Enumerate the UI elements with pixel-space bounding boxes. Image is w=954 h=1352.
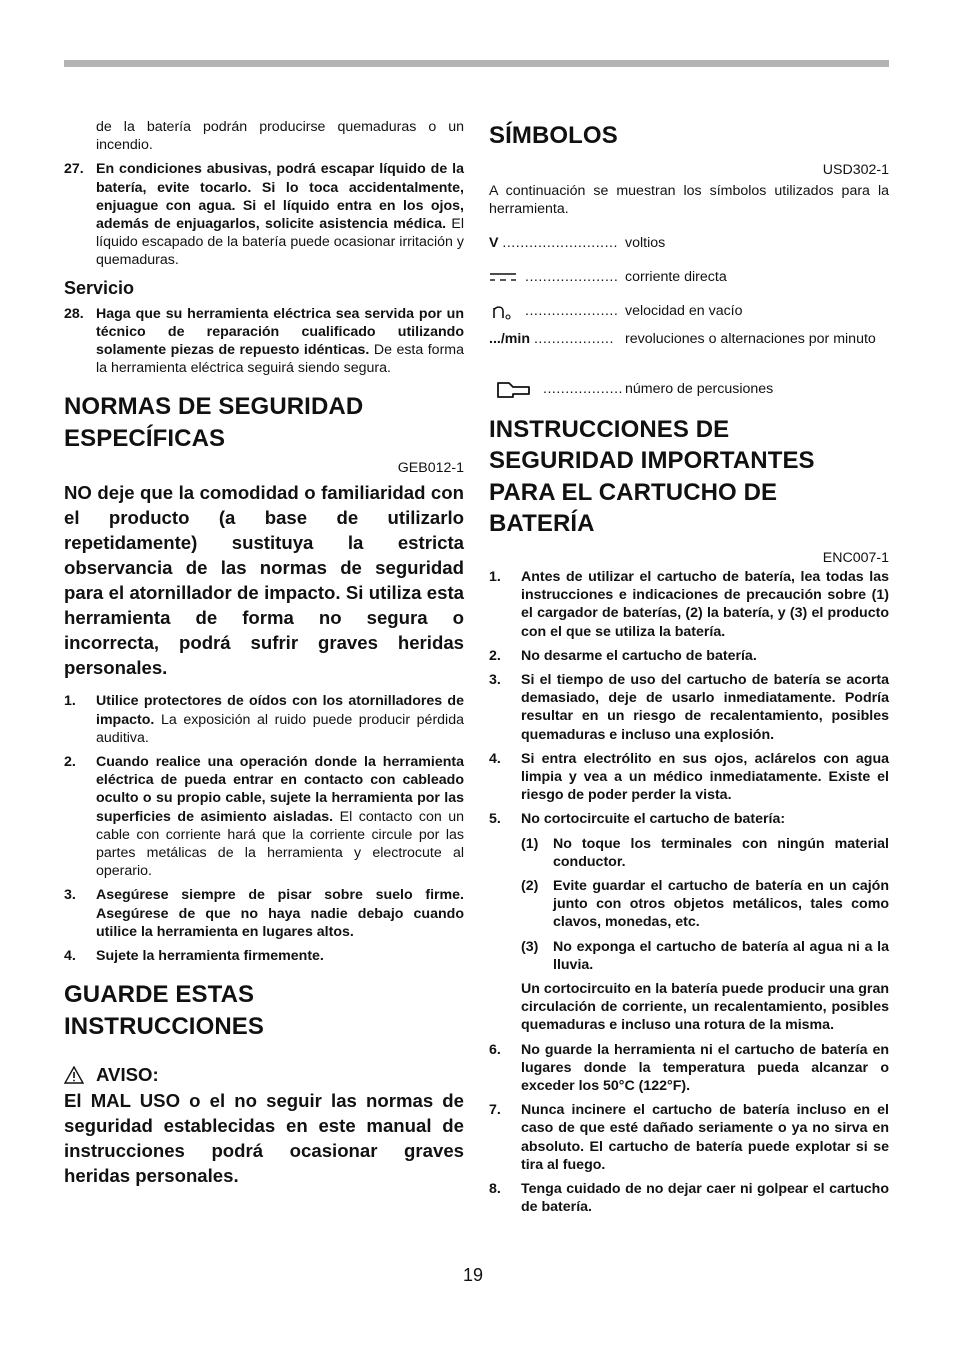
list-item: 1. Utilice protectores de oídos con los atornilladores de impacto. La exposición al ruido puede producir pérdida auditiva.	[64, 693, 464, 746]
list-item: 4. Sujete la herramienta firmemente.	[64, 948, 324, 965]
symbol-row: .../min .................. revoluciones o alternaciones por minuto	[489, 330, 876, 347]
battery-sub-list	[489, 835, 889, 974]
safety-list	[64, 692, 464, 965]
symbol-row: ..................... corriente directa	[489, 260, 889, 294]
no-load-speed-icon	[489, 301, 517, 321]
section-code: ENC007-1	[822, 549, 889, 566]
symbol-row: V .......................... voltios	[489, 234, 666, 251]
warning-triangle-icon	[64, 1066, 84, 1084]
list-item-28: 28. Haga que su herramienta eléctrica sea servida por un técnico de reparación cualificado utilizando solamente piezas de repuesto idénticas. De esta forma la herramienta eléctrica seguirá siendo segura.	[64, 305, 464, 377]
list-item: 7. Nunca incinere el cartucho de batería incluso en el caso de que esté dañado seriamente o ya no sirva en absoluto. El cartucho de batería puede explotar si se tira al fuego.	[489, 1102, 889, 1173]
right-column	[489, 118, 889, 1222]
left-column	[64, 118, 464, 1200]
symbol-row: .................. número de percusiones	[489, 374, 889, 404]
list-item: 3. Asegúrese siempre de pisar sobre suelo firme. Asegúrese de que no haya nadie debajo cuando utilice la herramienta en lugares altos.	[64, 887, 464, 940]
section-heading: GUARDE ESTAS INSTRUCCIONES	[64, 981, 264, 1040]
list-item: 2. Cuando realice una operación donde la herramienta eléctrica de pueda entrar en contacto con cableado oculto o su propio cable, sujete la herramienta por las superficies de asimiento aisladas. El contacto con un cable con corriente hará que la corriente circule por las partes metálicas de la herramienta y electrocute al operario.	[64, 754, 465, 880]
sub-list-item: (1) No toque los terminales con ningún material conductor.	[521, 835, 889, 870]
volt-symbol: V	[489, 234, 499, 251]
list-item: 3. Si el tiempo de uso del cartucho de batería se acorta demasiado, deje de usarlo inmediatamente. Podría resultar en un riesgo de recalentamiento, posibles quemaduras e incluso una explosión.	[489, 671, 889, 743]
page-number: 19	[463, 1265, 484, 1285]
list-item: 8. Tenga cuidado de no dejar caer ni golpear el cartucho de batería.	[489, 1181, 889, 1216]
battery-safety-list-2	[489, 1041, 889, 1217]
top-rule	[64, 60, 889, 67]
dc-current-icon	[489, 271, 517, 283]
section-heading: NORMAS DE SEGURIDAD ESPECÍFICAS	[64, 393, 364, 452]
list-item: 5. No cortocircuite el cartucho de batería:	[489, 811, 786, 828]
symbols-intro: A continuación se muestran los símbolos utilizados para la herramienta.	[489, 182, 889, 217]
short-circuit-note: Un cortocircuito en la batería puede producir una gran circulación de corriente, un recalentamiento, posibles quemaduras e incluso una rotura de la misma.	[521, 980, 889, 1034]
section-subheading: Servicio	[64, 277, 135, 298]
sub-list-item: (2) Evite guardar el cartucho de batería en un cajón junto con otros objetos metálicos, tales como clavos, monedas, etc.	[521, 877, 889, 931]
list-item: 2. No desarme el cartucho de batería.	[489, 647, 757, 664]
sub-list-item: (3) No exponga el cartucho de batería al agua ni a la lluvia.	[521, 938, 889, 973]
section-heading: SÍMBOLOS	[489, 122, 618, 149]
symbol-table	[489, 226, 889, 404]
continued-paragraph: de la batería podrán producirse quemaduras o un incendio.	[96, 119, 464, 154]
section-code: GEB012-1	[397, 460, 464, 477]
list-item: 6. No guarde la herramienta ni el cartucho de batería en lugares donde la temperatura pueda alcanzar o exceder los 50°C (122°F).	[489, 1041, 889, 1094]
list-item: 4. Si entra electrólito en sus ojos, aclárelos con agua limpia y vea a un médico inmediatamente. Existe el riesgo de poder perder la vista.	[489, 750, 889, 804]
rpm-symbol: .../min	[489, 330, 530, 347]
list-item: 1. Antes de utilizar el cartucho de batería, lea todas las instrucciones e indicaciones de precaución sobre (1) el cargador de baterías, (2) la batería, y (3) el producto con el que se utiliza la batería.	[489, 568, 889, 640]
section-code: USD302-1	[822, 161, 889, 178]
symbol-row: ..................... velocidad en vacío	[489, 294, 889, 328]
impact-rate-icon	[495, 379, 537, 399]
warning-text: El MAL USO o el no seguir las normas de seguridad establecidas en este manual de instrucciones podrá ocasionar graves heridas personales.	[64, 1090, 464, 1187]
battery-safety-list	[489, 568, 889, 829]
list-item-27: 27. En condiciones abusivas, podrá escapar líquido de la batería, evite tocarlo. Si lo toca accidentalmente, enjuague con agua. Si el líquido entra en los ojos, además de enjuagarlos, solicite asistencia médica. El líquido escapado de la batería puede ocasionar irritación y quemaduras.	[64, 161, 464, 269]
warning-label: AVISO:	[64, 1064, 464, 1086]
section-heading: INSTRUCCIONES DE SEGURIDAD IMPORTANTES PARA EL CARTUCHO DE BATERÍA	[489, 415, 815, 538]
lead-warning: NO deje que la comodidad o familiaridad con el producto (a base de utilizarlo repetidamente) sustituya la estricta observancia de las normas de seguridad para el atornillador de impacto. Si utiliza esta herramienta de forma no segura o incorrecta, podrá sufrir graves heridas personales.	[64, 482, 464, 679]
